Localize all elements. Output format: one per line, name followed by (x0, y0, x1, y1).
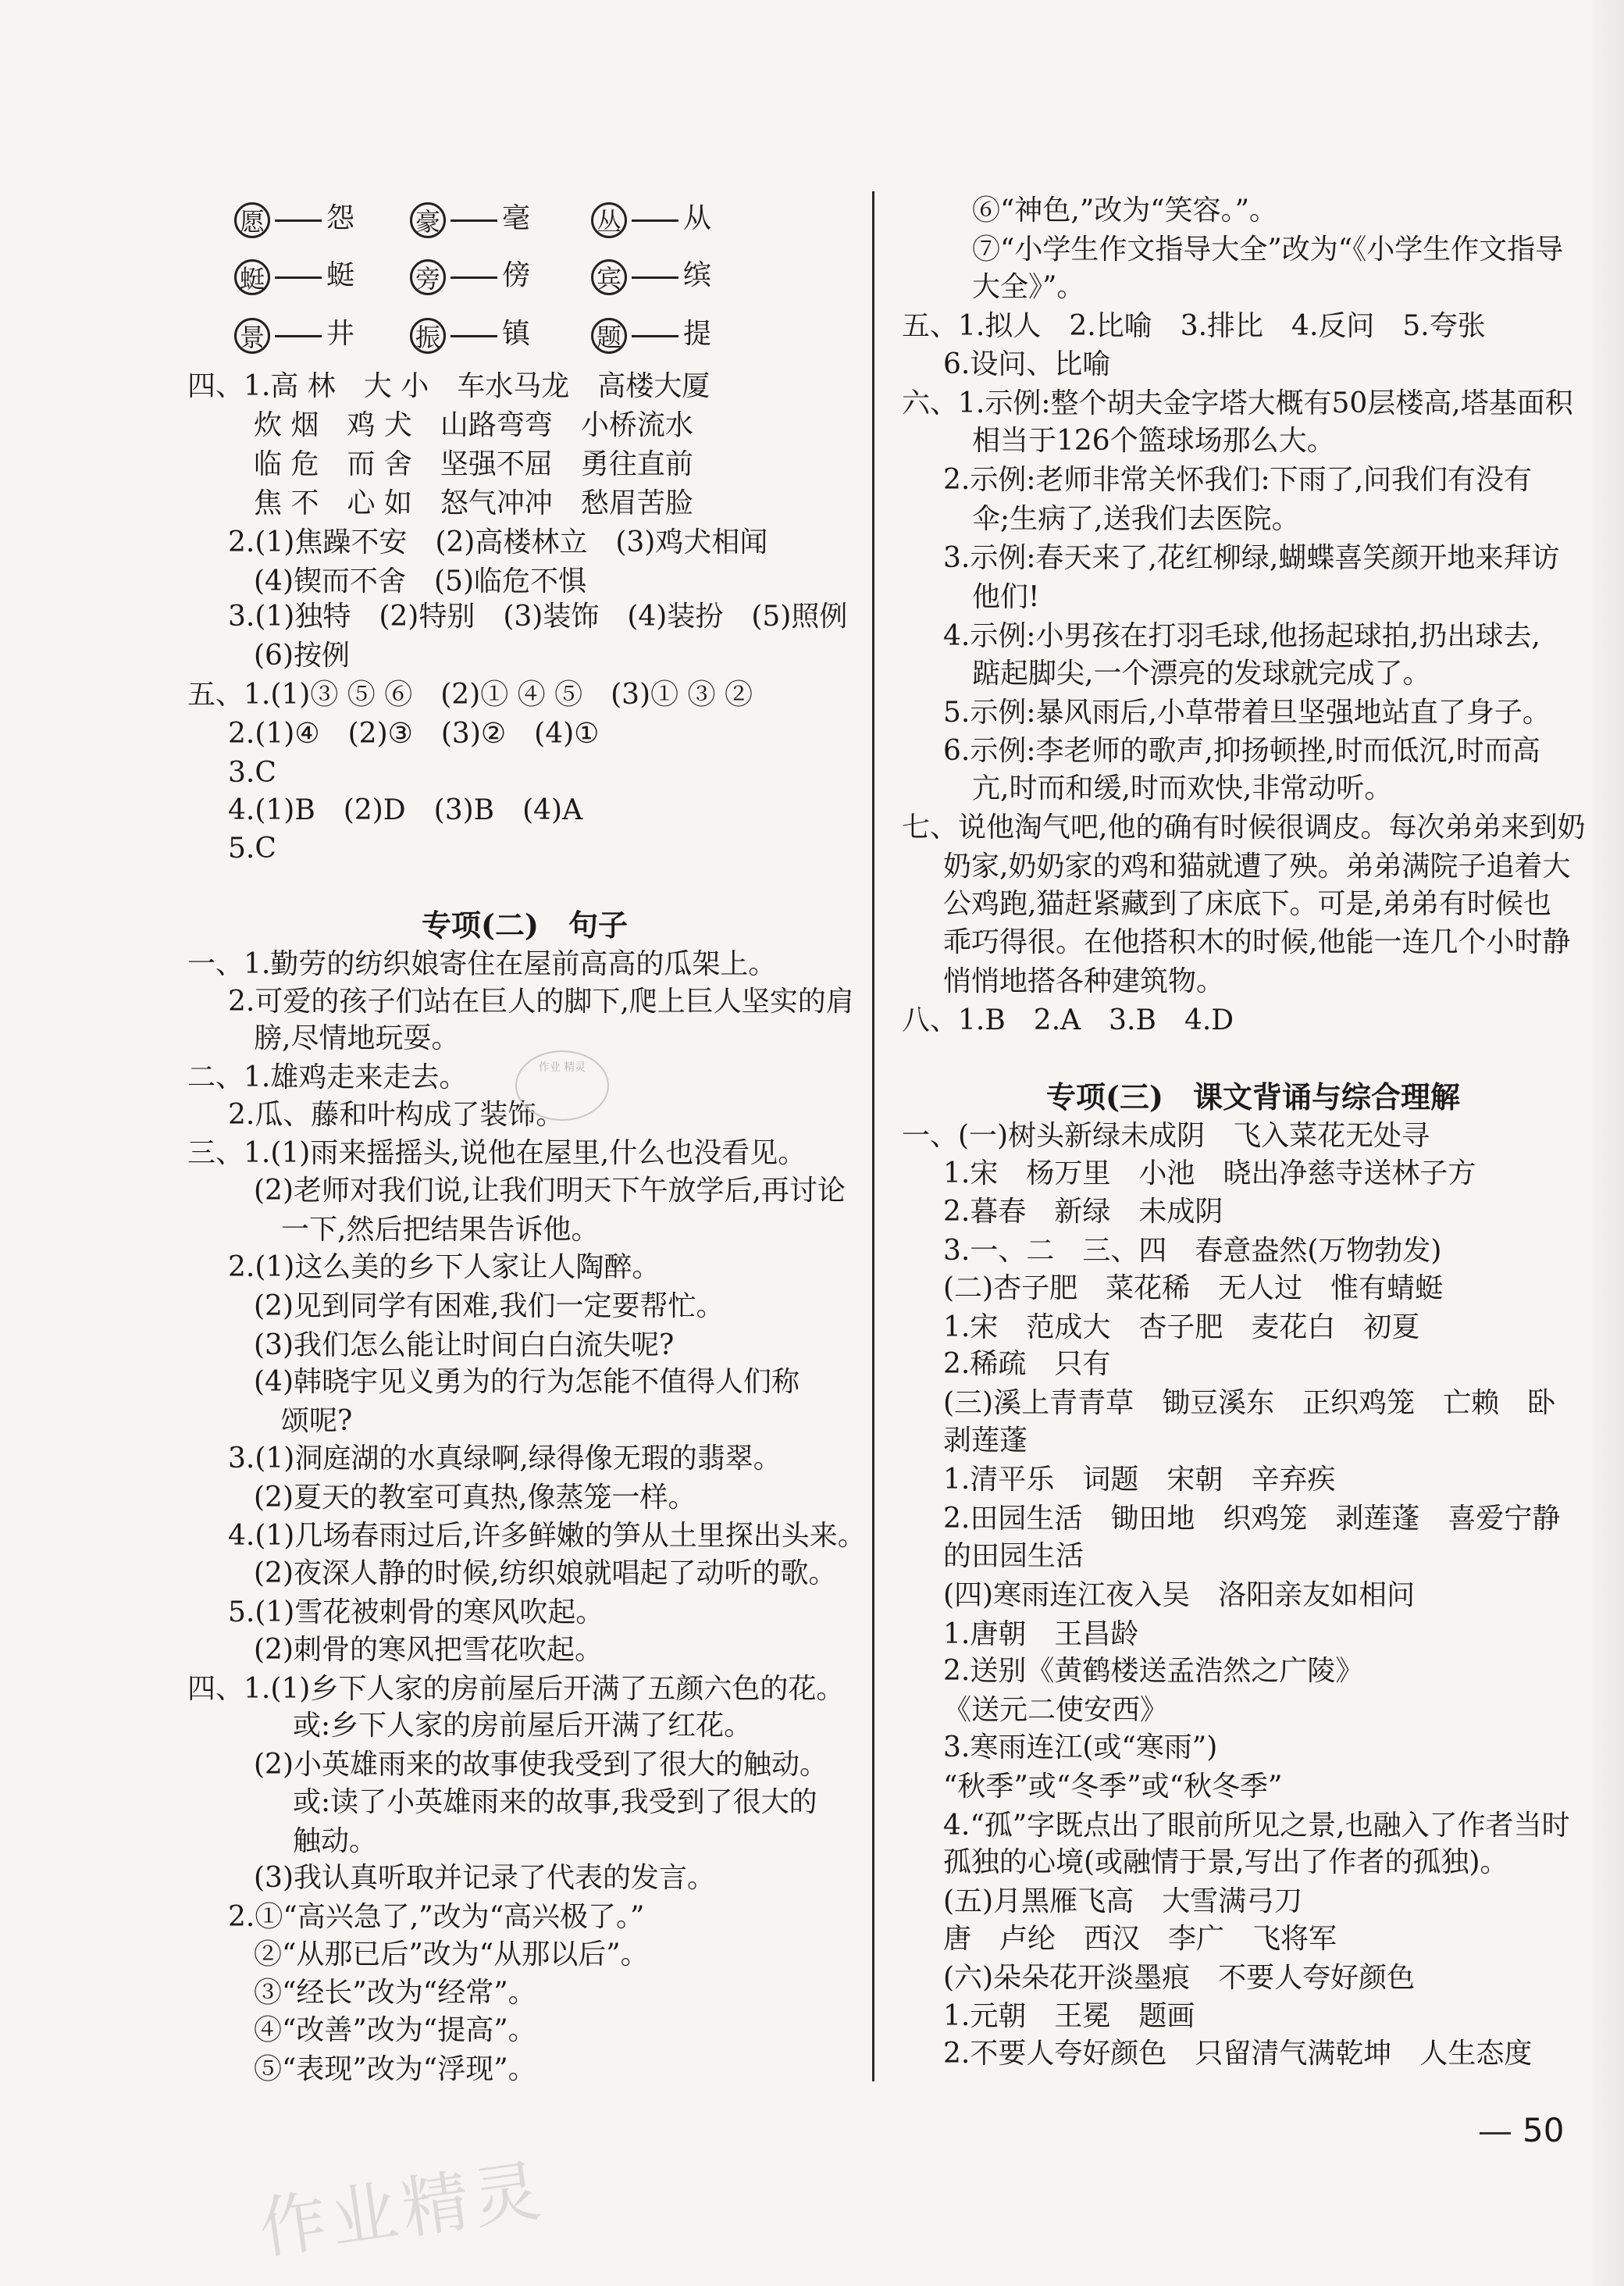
answer-line: ⑥“神色,”改为“笑容。”。 (972, 194, 1278, 226)
answer-line: (二)杏子肥 菜花稀 无人过 惟有蜻蜓 (943, 1272, 1444, 1304)
answer-line: 4.(1)几场春雨过后,许多鲜嫩的笋从土里探出头来。 (228, 1520, 866, 1552)
answer-line: 他们! (972, 581, 1040, 613)
answer-line: 1.唐朝 王昌龄 (943, 1618, 1139, 1650)
answer-line: 2.(1)焦躁不安 (2)高楼林立 (3)鸡犬相闻 (228, 526, 768, 558)
answer-line: 颂呢? (281, 1405, 353, 1437)
answer-line: 3.一、二 三、四 春意盎然(万物勃发) (943, 1235, 1442, 1267)
char-pair: 豪 毫 (410, 197, 530, 241)
answer-line: 四、1.(1)乡下人家的房前屋后开满了五颜六色的花。 (187, 1673, 845, 1705)
answer-line: 奶家,奶奶家的鸡和猫就遭了殃。弟弟满院子追着大 (943, 851, 1571, 883)
answer-line: ⑦“小学生作文指导大全”改为“《小学生作文指导 (972, 234, 1564, 266)
answer-line: 触动。 (293, 1825, 378, 1857)
answer-line: ②“从那已后”改为“从那以后”。 (254, 1938, 649, 1970)
adjacent-page-edge (1593, 0, 1624, 2286)
answer-line: (3)我们怎么能让时间白白流失呢? (254, 1329, 675, 1361)
answer-line: 2.(1)④ (2)③ (3)② (4)① (228, 718, 600, 750)
answer-line: (2)小英雄雨来的故事使我受到了很大的触动。 (254, 1749, 828, 1781)
answer-line: 1.宋 范成大 杏子肥 麦花白 初夏 (943, 1311, 1420, 1343)
answer-line: 2.可爱的孩子们站在巨人的脚下,爬上巨人坚实的肩 (228, 986, 854, 1018)
answer-line: 或:乡下人家的房前屋后开满了红花。 (293, 1710, 753, 1742)
answer-line: 5.示例:暴风雨后,小草带着旦坚强地站直了身子。 (943, 697, 1551, 729)
answer-line: (四)寒雨连江夜入吴 洛阳亲友如相问 (943, 1579, 1416, 1611)
answer-line: 剥莲蓬 (943, 1425, 1028, 1457)
answer-line: (2)老师对我们说,让我们明天下午放学后,再讨论 (254, 1175, 846, 1207)
answer-line: ⑤“表现”改为“浮现”。 (254, 2053, 536, 2085)
answer-line: 或:读了小英雄雨来的故事,我受到了很大的 (293, 1786, 817, 1818)
char-pair: 旁 傍 (410, 254, 530, 298)
answer-line: 一、1.勤劳的纺织娘寄住在屋前高高的瓜架上。 (187, 948, 777, 980)
answer-line: 踮起脚尖,一个漂亮的发球就完成了。 (972, 658, 1431, 690)
answer-line: 2.稀疏 只有 (943, 1348, 1111, 1380)
answer-line: 5.C (228, 833, 276, 865)
answer-line: 6.设问、比喻 (943, 348, 1111, 380)
answer-line: 二、1.雄鸡走来走去。 (187, 1061, 468, 1093)
answer-line: 4.(1)B (2)D (3)B (4)A (228, 794, 583, 826)
answer-line: 1.元朝 王冕 题画 (943, 2000, 1195, 2032)
answer-line: 3.寒雨连江(或“寒雨”) (943, 1731, 1218, 1764)
answer-line: 焦 不 心 如 怒气冲冲 愁眉苦脸 (254, 487, 693, 519)
answer-line: 一、(一)树头新绿未成阴 飞入菜花无处寻 (902, 1120, 1430, 1152)
answer-line: 亢,时而和缓,时而欢快,非常动听。 (972, 772, 1393, 804)
answer-line: 2.(1)这么美的乡下人家让人陶醉。 (228, 1251, 661, 1283)
answer-line: “秋季”或“冬季”或“秋冬季” (943, 1771, 1283, 1803)
answer-line: 八、1.B 2.A 3.B 4.D (902, 1004, 1234, 1036)
answer-line: 3.C (228, 757, 276, 789)
answer-line: 乖巧得很。在他搭积木的时候,他能一连几个小时静 (943, 926, 1571, 958)
answer-line: 6.示例:李老师的歌声,抑扬顿挫,时而低沉,时而高 (943, 735, 1540, 767)
answer-line: 4.“孤”字既点出了眼前所见之景,也融入了作者当时 (943, 1810, 1570, 1842)
answer-line: (4)锲而不舍 (5)临危不惧 (254, 565, 586, 597)
stamp-mark: 作业 精灵 (515, 1050, 609, 1121)
char-pair: 振 镇 (410, 312, 530, 356)
answer-line: 唐 卢纶 西汉 李广 飞将军 (943, 1923, 1337, 1955)
answer-line: 2.送别《黄鹤楼送孟浩然之广陵》 (943, 1655, 1364, 1687)
answer-line: 五、1.(1)③ ⑤ ⑥ (2)① ④ ⑤ (3)① ③ ② (187, 679, 753, 711)
char-pair: 丛 从 (591, 197, 711, 241)
answer-line: 1.宋 杨万里 小池 晓出净慈寺送林子方 (943, 1157, 1476, 1189)
section-heading: 专项(二) 句子 (422, 908, 628, 943)
answer-line: 七、说他淘气吧,他的确有时候很调皮。每次弟弟来到奶 (902, 811, 1586, 843)
answer-line: 4.示例:小男孩在打羽毛球,他扬起球拍,扔出球去, (943, 620, 1540, 652)
answer-line: 膀,尽情地玩耍。 (254, 1022, 460, 1054)
char-pair: 愿 怨 (234, 197, 354, 241)
char-pair: 题 提 (591, 312, 711, 356)
page-number-dash (1480, 2132, 1511, 2134)
answer-line: 2.①“高兴急了,”改为“高兴极了。” (228, 1901, 645, 1933)
answer-line: 2.暮春 新绿 未成阴 (943, 1196, 1223, 1228)
char-pair: 景 井 (234, 312, 354, 356)
answer-line: 2.不要人夸好颜色 只留清气满乾坤 人生态度 (943, 2038, 1533, 2070)
section-heading: 专项(三) 课文背诵与综合理解 (1046, 1079, 1460, 1114)
answer-line: 《送元二使安西》 (943, 1694, 1169, 1726)
answer-line: (六)朵朵花开淡墨痕 不要人夸好颜色 (943, 1962, 1416, 1994)
answer-line: 的田园生活 (943, 1540, 1084, 1572)
answer-line: 临 危 而 舍 坚强不屈 勇往直前 (254, 448, 693, 480)
answer-line: (2)夜深人静的时候,纺织娘就唱起了动听的歌。 (254, 1557, 837, 1589)
answer-line: 相当于126个篮球场那么大。 (972, 425, 1335, 457)
answer-line: (2)刺骨的寒风把雪花吹起。 (254, 1634, 603, 1666)
answer-line: 炊 烟 鸡 犬 山路弯弯 小桥流水 (254, 409, 693, 441)
char-pair: 宾 缤 (591, 254, 711, 298)
answer-line: 3.示例:春天来了,花红柳绿,蝴蝶喜笑颜开地来拜访 (943, 542, 1560, 574)
answer-line: ③“经长”改为“经常”。 (254, 1977, 536, 2009)
answer-line: (3)我认真听取并记录了代表的发言。 (254, 1862, 715, 1894)
answer-line: 3.(1)独特 (2)特别 (3)装饰 (4)装扮 (5)照例 (228, 601, 848, 633)
answer-line: 三、1.(1)雨来摇摇头,说他在屋里,什么也没看见。 (187, 1137, 807, 1169)
answer-line: 2.田园生活 锄田地 织鸡笼 剥莲蓬 喜爱宁静 (943, 1503, 1561, 1535)
column-divider (872, 191, 874, 2081)
answer-line: 伞;生病了,送我们去医院。 (972, 503, 1300, 535)
answer-line: 六、1.示例:整个胡夫金字塔大概有50层楼高,塔基面积 (902, 387, 1573, 419)
answer-line: 五、1.拟人 2.比喻 3.排比 4.反问 5.夸张 (902, 310, 1486, 342)
answer-line: (4)韩晓宇见义勇为的行为怎能不值得人们称 (254, 1366, 800, 1398)
answer-line: 1.清平乐 词题 宋朝 辛弃疾 (943, 1464, 1336, 1496)
answer-line: 一下,然后把结果告诉他。 (281, 1214, 600, 1246)
answer-line: 大全》”。 (972, 271, 1085, 303)
page-number: 50 (1522, 2111, 1565, 2149)
answer-line: 5.(1)雪花被刺骨的寒风吹起。 (228, 1596, 604, 1628)
answer-line: (2)夏天的教室可真热,像蒸笼一样。 (254, 1482, 696, 1514)
answer-line: (三)溪上青青草 锄豆溪东 正织鸡笼 亡赖 卧 (943, 1387, 1556, 1419)
answer-line: 孤独的心境(或融情于景,写出了作者的孤独)。 (943, 1846, 1508, 1878)
watermark: 作业精灵 (254, 2151, 550, 2270)
answer-line: 3.(1)洞庭湖的水真绿啊,绿得像无瑕的翡翠。 (228, 1443, 782, 1475)
answer-line: 悄悄地搭各种建筑物。 (943, 965, 1225, 997)
answer-line: 2.瓜、藤和叶构成了装饰。 (228, 1099, 564, 1131)
answer-line: (五)月黑雁飞高 大雪满弓刀 (943, 1885, 1303, 1917)
answer-line: (2)见到同学有困难,我们一定要帮忙。 (254, 1290, 725, 1322)
answer-line: (6)按例 (254, 640, 350, 672)
answer-line: 四、1.高 林 大 小 车水马龙 高楼大厦 (187, 370, 710, 402)
answer-line: ④“改善”改为“提高”。 (254, 2014, 536, 2046)
answer-line: 2.示例:老师非常关怀我们:下雨了,问我们有没有 (943, 464, 1533, 496)
char-pair: 蜓 蜓 (234, 254, 354, 298)
answer-line: 公鸡跑,猫赶紧藏到了床底下。可是,弟弟有时候也 (943, 888, 1551, 920)
